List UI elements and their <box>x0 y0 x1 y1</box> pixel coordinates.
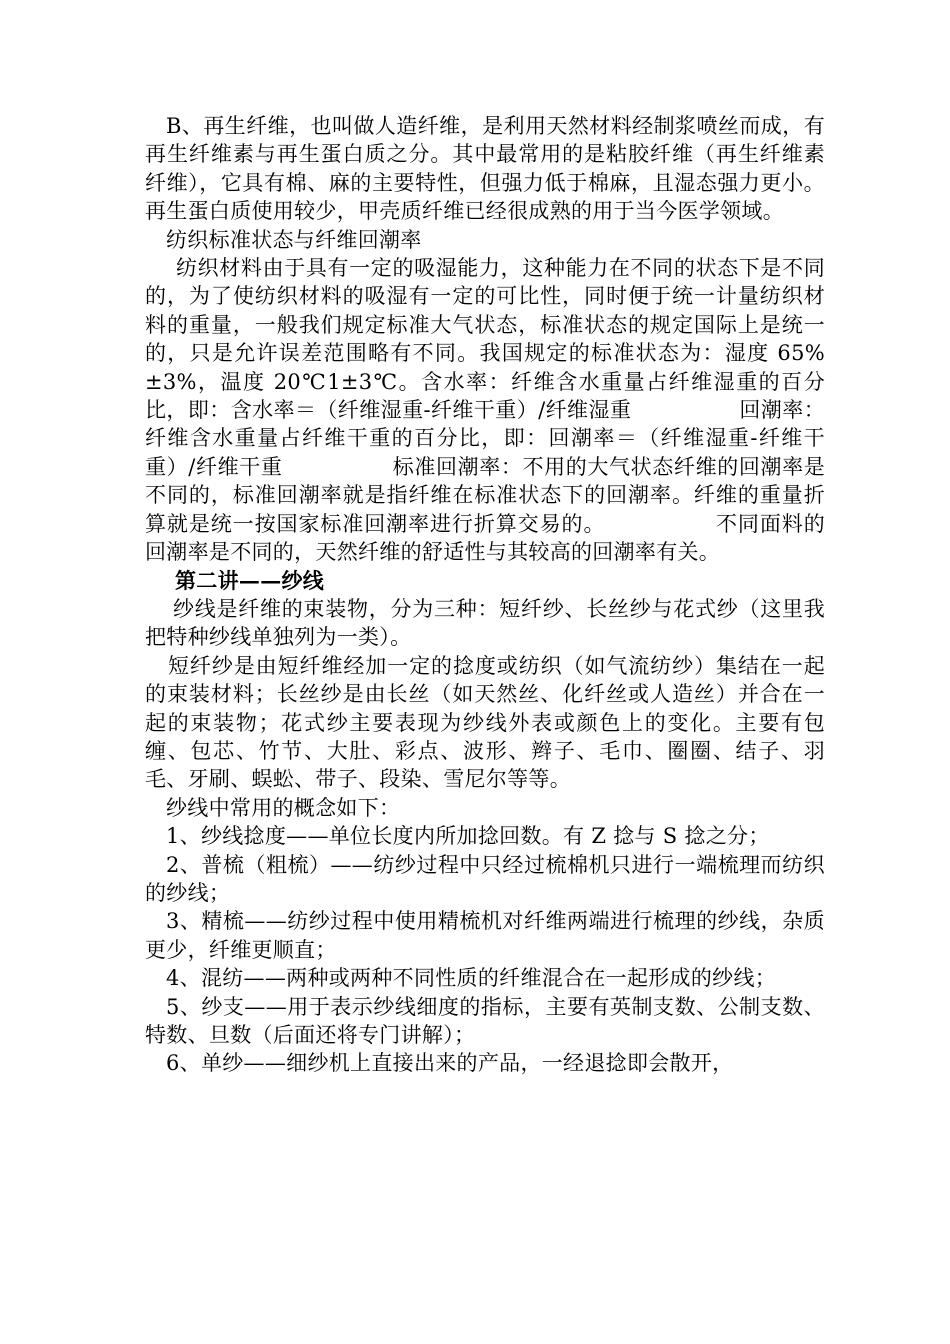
list-item-yarn-count: 5、纱支——用于表示纱线细度的指标，主要有英制支数、公制支数、特数、旦数（后面还将专门讲解）； <box>145 994 825 1047</box>
paragraph-moisture-regain-text: 纺织材料由于具有一定的吸湿能力，这种能力在不同的状态下是不同的，为了使纺织材料的吸湿有一定的可比性，同时便于统一计量纺织材料的重量，一般我们规定标准大气状态，标准状态的规定国际上是统一的，只是允许误差范围略有不同。我国规定的标准状态为：湿度 65%±3%，温度 20℃1±3℃。含水率：纤维含水重量占纤维湿重的百分比，即：含水率＝（纤维湿重-纤维干重）/纤维湿重 <box>145 256 825 423</box>
paragraph-standard-regain: 标准回潮率：不用的大气状态纤维的回潮率是不同的，标准回潮率就是指纤维在标准状态下的回潮率。纤维的重量折算就是统一按国家标准回潮率进行折算交易的。 <box>145 454 825 536</box>
paragraph-yarn-concepts: 纱线中常用的概念如下： <box>166 795 401 820</box>
paragraph-moisture-regain <box>145 254 825 566</box>
list-item-single-yarn: 6、单纱——细纱机上直接出来的产品，一经退捻即会散开， <box>166 1051 734 1076</box>
paragraph-fabric-regain: 不同面料的回潮率是不同的，天然纤维的舒适性与其较高的回潮率有关。 <box>145 511 825 565</box>
paragraph-yarn-types: 短纤纱是由短纤维经加一定的捻度或纺织（如气流纺纱）集结在一起的束装材料；长丝纱是由长丝（如天然丝、化纤丝或人造丝）并合在一起的束装物；花式纱主要表现为纱线外表或颜色上的变化。主要有包缠、包芯、竹节、大肚、彩点、波形、辫子、毛巾、圈圈、结子、羽毛、牙刷、蜈蚣、带子、段染、雪尼尔等等。 <box>145 653 825 792</box>
subtitle-standard-state: 纺织标准状态与纤维回潮率 <box>166 227 422 252</box>
paragraph-regain-definition: 回潮率：纤维含水重量占纤维干重的百分比，即：回潮率＝（纤维湿重-纤维干重）/纤维干重 <box>145 398 826 479</box>
list-item-carded: 2、普梳（粗梳）——纺纱过程中只经过梳棉机只进行一端梳理而纺织的纱线； <box>145 852 825 905</box>
paragraph-regenerated-fiber: B、再生纤维，也叫做人造纤维，是利用天然材料经制浆喷丝而成，有再生纤维素与再生蛋白质之分。其中最常用的是粘胶纤维（再生纤维素纤维），它具有棉、麻的主要特性，但强力低于棉麻，且湿态强力更小。再生蛋白质使用较少，甲壳质纤维已经很成熟的用于当今医学领域。 <box>145 114 825 224</box>
paragraph-yarn-intro: 纱线是纤维的束装物，分为三种：短纤纱、长丝纱与花式纱（这里我把特种纱线单独列为一类）。 <box>145 596 825 650</box>
document-page <box>145 112 825 1078</box>
list-item-blended: 4、混纺——两种或两种不同性质的纤维混合在一起形成的纱线； <box>166 966 777 991</box>
list-item-combed: 3、精梳——纺纱过程中使用精梳机对纤维两端进行梳理的纱线，杂质更少，纤维更顺直； <box>145 909 825 962</box>
heading-lecture-two: 第二讲——纱线 <box>175 567 325 593</box>
list-item-twist: 1、纱线捻度——单位长度内所加捻回数。有 Z 捻与 S 捻之分； <box>166 824 770 849</box>
